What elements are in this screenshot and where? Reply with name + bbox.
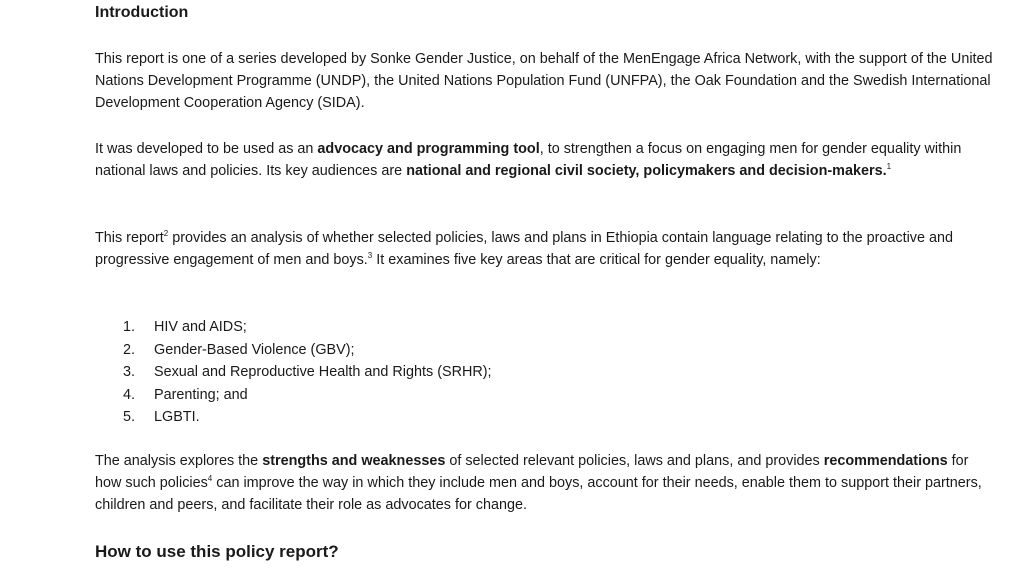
list-item-text: LGBTI.: [154, 409, 200, 425]
purpose-text-1: It was developed to be used as an: [95, 141, 318, 157]
list-item-number: 2.: [123, 341, 136, 358]
purpose-bold-2: national and regional civil society, policymakers and decision-makers.: [406, 163, 887, 179]
purpose-text-2: , to strengthen a focus on engaging men for gender equality within national laws and policies. Its key audiences are: [95, 141, 962, 179]
list-item-text: Gender-Based Violence (GBV);: [154, 341, 355, 358]
purpose-paragraph: [95, 138, 995, 182]
list-item-text: Sexual and Reproductive Health and Rights (SRHR);: [154, 364, 492, 380]
list-item-number: 4.: [123, 386, 136, 403]
list-item: [123, 316, 492, 339]
how-to-use-heading: How to use this policy report?: [95, 542, 339, 561]
analysis-paragraph: [95, 227, 995, 271]
footnote-ref-2[interactable]: 2: [163, 229, 169, 239]
intro-paragraph: This report is one of a series developed by Sonke Gender Justice, on behalf of the MenEngage Africa Network, with the support of the United Nations Development Programme (UNDP), the United Nations Population Fund (UNFPA), the Oak Foundation and the Swedish International Development Cooperation Agency (SIDA).: [95, 51, 993, 111]
list-item-number: 3.: [123, 364, 136, 380]
list-item-number: 5.: [123, 409, 136, 425]
list-item: [123, 361, 492, 384]
strengths-text-1: The analysis explores the: [95, 453, 263, 469]
list-item-text: Parenting; and: [154, 386, 248, 403]
strengths-text-2: of selected relevant policies, laws and plans, and provides: [445, 453, 824, 469]
strengths-text-4: can improve the way in which they include men and boys, account for their needs, enable them to support their partners, children and peers, and facilitate their role as advocates for change.: [95, 475, 982, 513]
strengths-paragraph: [95, 450, 995, 516]
list-item-text: HIV and AIDS;: [154, 319, 247, 335]
footnote-ref-4[interactable]: 4: [207, 474, 213, 484]
footnote-ref-3[interactable]: 3: [367, 251, 373, 261]
strengths-text-3: for how such policies: [95, 453, 969, 491]
list-item: [123, 339, 492, 362]
strengths-bold-2: recommendations: [823, 453, 948, 469]
footnote-ref-1[interactable]: 1: [886, 162, 892, 172]
list-item: [123, 406, 492, 429]
list-item-number: 1.: [123, 319, 136, 335]
introduction-heading: Introduction: [95, 4, 189, 21]
list-item: [123, 384, 492, 407]
analysis-text-1: This report: [95, 230, 164, 246]
strengths-bold-1: strengths and weaknesses: [262, 453, 446, 469]
key-areas-list: [123, 316, 492, 429]
purpose-bold-1: advocacy and programming tool: [317, 141, 540, 157]
analysis-text-2: provides an analysis of whether selected policies, laws and plans in Ethiopia contain language relating to the proactive and progressive engagement of men and boys.: [95, 230, 954, 268]
analysis-text-3: It examines five key areas that are critical for gender equality, namely:: [372, 252, 821, 268]
